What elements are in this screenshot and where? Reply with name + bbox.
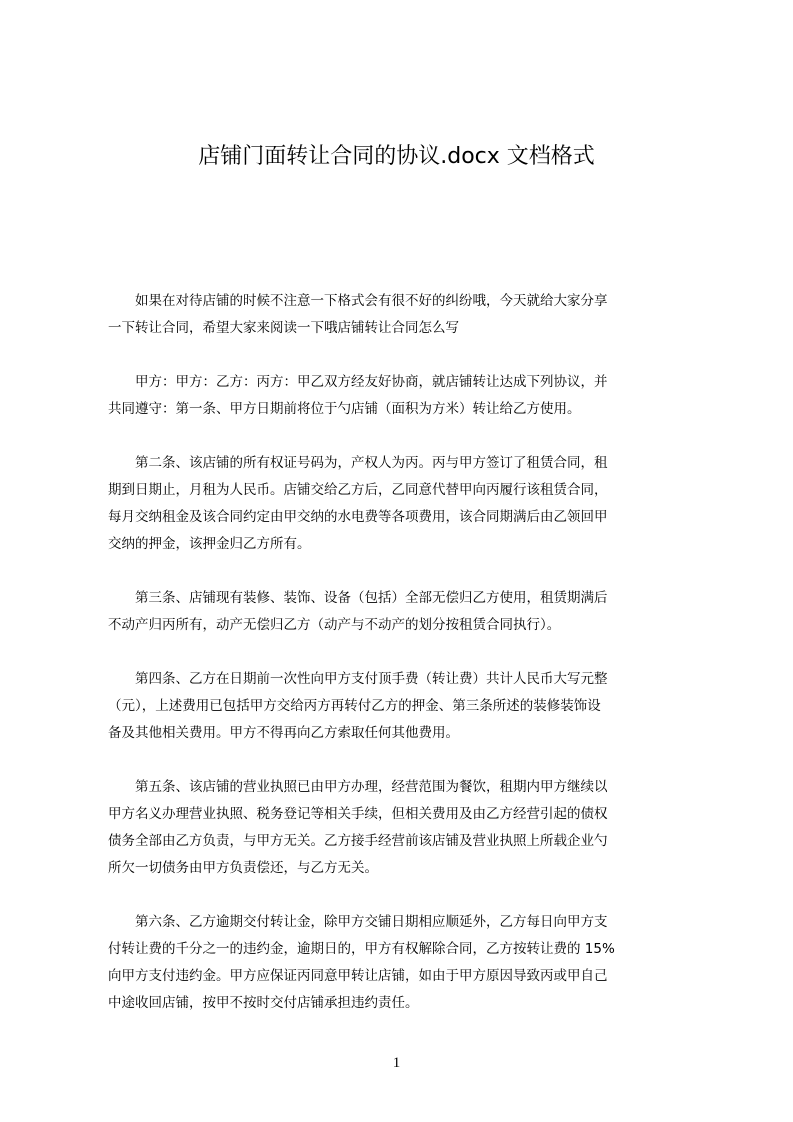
- paragraph-line: 第二条、该店铺的所有权证号码为，产权人为丙。丙与甲方签订了租赁合同，租: [135, 455, 608, 471]
- paragraph-line: （元），上述费用已包括甲方交给丙方再转付乙方的押金、第三条所述的装修装饰设: [108, 698, 601, 714]
- paragraph-line: 第四条、乙方在日期前一次性向甲方支付顶手费（转让费）共计人民币大写元整: [135, 671, 608, 687]
- paragraph-line: 债务全部由乙方负责，与甲方无关。乙方接手经营前该店铺及营业执照上所载企业勺: [108, 833, 608, 849]
- paragraph: [108, 774, 700, 882]
- paragraph-line: 交纳的押金，该押金归乙方所有。: [108, 536, 311, 552]
- document-body: [108, 288, 700, 1044]
- paragraph: [108, 288, 700, 342]
- paragraph-line: 一下转让合同，希望大家来阅读一下哦店铺转让合同怎么写: [108, 320, 459, 336]
- page-number: 1: [392, 1055, 401, 1071]
- paragraph-line: 第三条、店铺现有装修、装饰、设备（包括）全部无偿归乙方使用，租赁期满后: [135, 590, 608, 606]
- paragraph-line: 付转让费的千分之一的违约金，逾期日的，甲方有权解除合同，乙方按转让费的 15%: [108, 941, 615, 957]
- paragraph-line: 中途收回店铺，按甲不按时交付店铺承担违约责任。: [108, 995, 419, 1011]
- document-title: 店铺门面转让合同的协议.docx 文档格式: [198, 144, 595, 169]
- paragraph-line: 期到日期止，月租为人民币。店铺交给乙方后，乙同意代替甲向丙履行该租赁合同，: [108, 482, 608, 498]
- paragraph-line: 第五条、该店铺的营业执照已由甲方办理，经营范围为餐饮，租期内甲方继续以: [135, 779, 608, 795]
- paragraph-line: 向甲方支付违约金。甲方应保证丙同意甲转让店铺，如由于甲方原因导致丙或甲自己: [108, 968, 608, 984]
- paragraph: [108, 666, 700, 747]
- paragraph: [108, 585, 700, 639]
- paragraph-line: 第六条、乙方逾期交付转让金，除甲方交铺日期相应顺延外，乙方每日向甲方支: [135, 914, 608, 930]
- paragraph-line: 甲方名义办理营业执照、税务登记等相关手续，但相关费用及由乙方经营引起的债权: [108, 806, 608, 822]
- paragraph-line: 所欠一切债务由甲方负责偿还，与乙方无关。: [108, 860, 378, 876]
- paragraph-line: 备及其他相关费用。甲方不得再向乙方索取任何其他费用。: [108, 725, 459, 741]
- paragraph-line: 共同遵守：第一条、甲方日期前将位于勺店铺（面积为方米）转让给乙方使用。: [108, 401, 581, 417]
- paragraph-line: 每月交纳租金及该合同约定由甲交纳的水电费等各项费用，该合同期满后由乙领回甲: [108, 509, 608, 525]
- paragraph-line: 不动产归丙所有，动产无偿归乙方（动产与不动产的划分按租赁合同执行）。: [108, 617, 561, 633]
- paragraph: [108, 369, 700, 423]
- paragraph: [108, 909, 700, 1017]
- paragraph-line: 如果在对待店铺的时候不注意一下格式会有很不好的纠纷哦，今天就给大家分享: [135, 293, 608, 309]
- paragraph-line: 甲方：甲方：乙方：丙方：甲乙双方经友好协商，就店铺转让达成下列协议，并: [135, 374, 608, 390]
- paragraph: [108, 450, 700, 558]
